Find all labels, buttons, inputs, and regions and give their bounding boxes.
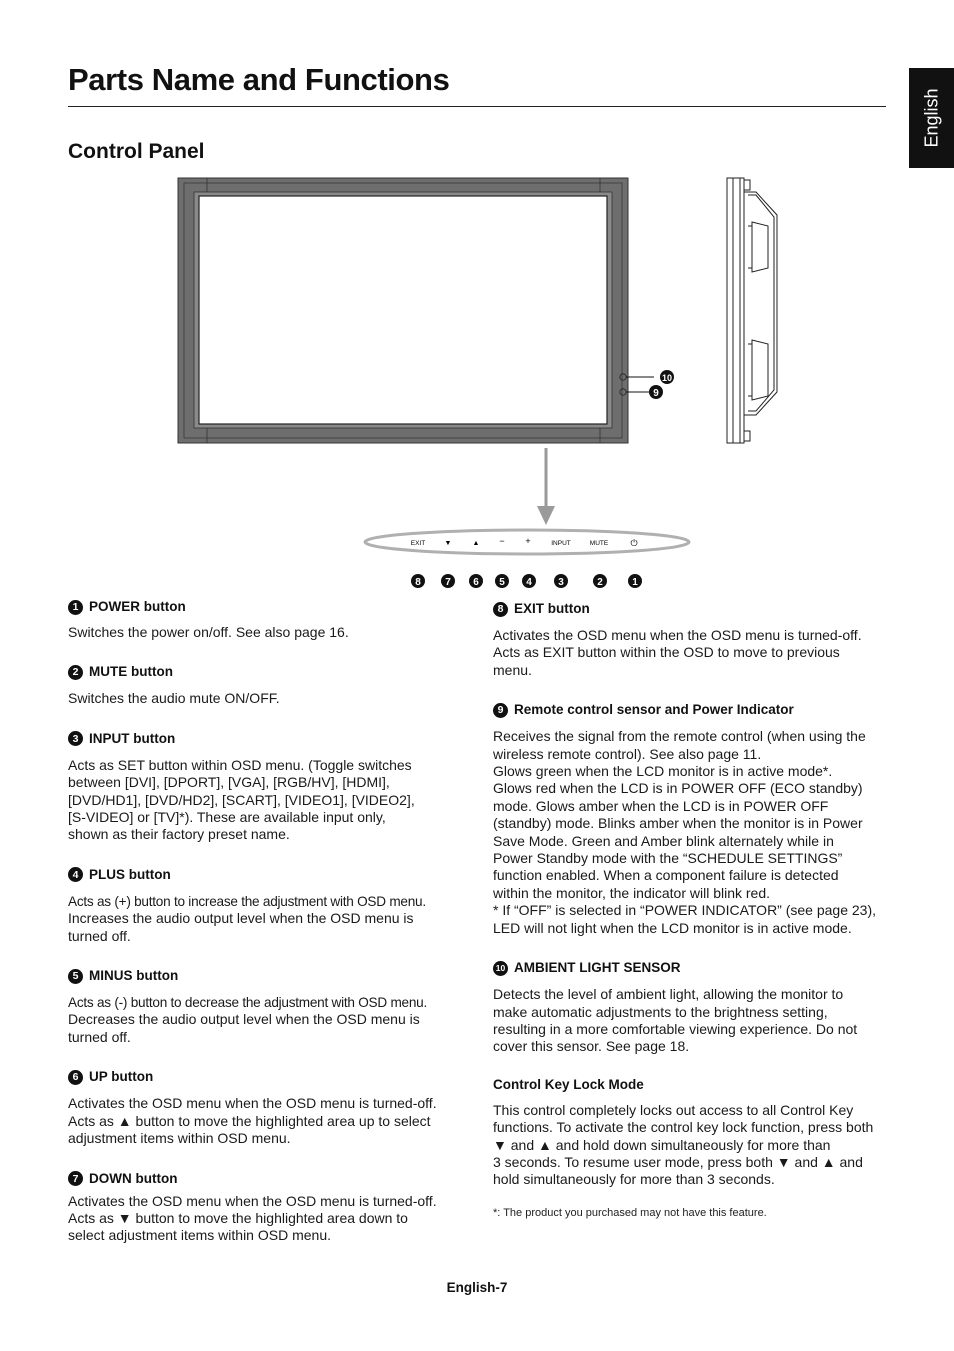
item-title: PLUS button xyxy=(89,866,171,882)
mute-button-item xyxy=(68,663,463,707)
minus-key-label: − xyxy=(499,536,505,546)
text-line: select adjustment items within OSD menu. xyxy=(68,1227,331,1244)
item-number-badge: 1 xyxy=(68,600,83,615)
text-line: Switches the power on/off. See also page 16. xyxy=(68,624,349,640)
key-lock-description xyxy=(493,1102,888,1189)
item-number-badge: 2 xyxy=(68,665,83,680)
item-description xyxy=(68,1193,463,1245)
remote-sensor-item xyxy=(493,701,888,937)
callout-4-label: 4 xyxy=(526,577,532,588)
item-description xyxy=(493,986,888,1056)
text-line: [S-VIDEO] or [TV]*). These are available input only, xyxy=(68,809,386,826)
item-description xyxy=(493,627,888,679)
item-title: DOWN button xyxy=(89,1170,178,1186)
text-line: Activates the OSD menu when the OSD menu is turned-off. xyxy=(493,627,862,643)
text-line: cover this sensor. See page 18. xyxy=(493,1038,690,1055)
text-line: Acts as (+) button to increase the adjustment with OSD menu. xyxy=(68,893,426,909)
input-button-item xyxy=(68,730,463,844)
text-line: Acts as (-) button to decrease the adjustment with OSD menu. xyxy=(68,995,428,1011)
text-line: Acts as SET button within OSD menu. (Toggle switches xyxy=(68,756,412,773)
item-title: Remote control sensor and Power Indicator xyxy=(514,702,794,718)
text-line: This control completely locks out access to all Control Key xyxy=(493,1101,854,1118)
power-button-item xyxy=(68,598,463,641)
text-line: Acts as ▲ button to move the highlighted area up to select xyxy=(68,1112,431,1129)
item-title: INPUT button xyxy=(89,730,176,746)
item-title: MUTE button xyxy=(89,664,173,680)
item-number-badge: 7 xyxy=(68,1171,83,1186)
text-line: turned off. xyxy=(68,927,131,944)
text-line: (standby) mode. Blinks amber when the monitor is in Power xyxy=(493,815,863,832)
up-key-label: ▲ xyxy=(472,540,480,547)
monitor-side-view xyxy=(727,178,777,443)
callout-5-label: 5 xyxy=(499,577,505,588)
text-line: Switches the audio mute ON/OFF. xyxy=(68,690,280,707)
key-lock-section xyxy=(493,1076,888,1219)
right-column xyxy=(493,600,888,1238)
text-line: hold simultaneously for more than 3 seconds. xyxy=(493,1171,775,1188)
left-column xyxy=(68,598,463,1264)
item-number-badge: 4 xyxy=(68,867,83,882)
text-line: resulting in a more comfortable viewing experience. Do not xyxy=(493,1020,858,1037)
text-line: within the monitor, the indicator will blink red. xyxy=(493,884,771,901)
down-button-item xyxy=(68,1170,463,1245)
item-title: UP button xyxy=(89,1069,154,1085)
exit-key-label: EXIT xyxy=(410,540,426,547)
text-line: between [DVI], [DPORT], [VGA], [RGB/HV], [HDMI], xyxy=(68,774,390,791)
item-description xyxy=(68,690,463,707)
minus-button-item xyxy=(68,967,463,1046)
text-line: Save Mode. Green and Amber blink alternately while in xyxy=(493,832,834,849)
text-line: [DVD/HD1], [DVD/HD2], [SCART], [VIDEO1], [VIDEO2], xyxy=(68,791,415,808)
item-title: EXIT button xyxy=(514,601,590,616)
callout-2-label: 2 xyxy=(597,577,603,588)
up-button-item xyxy=(68,1068,463,1147)
text-line: menu. xyxy=(493,661,532,678)
item-number-badge: 9 xyxy=(493,703,508,718)
input-key-label: INPUT xyxy=(551,540,571,547)
text-line: mode. Glows amber when the LCD is in POWER OFF xyxy=(493,797,829,814)
item-description xyxy=(68,757,463,844)
down-key-label: ▼ xyxy=(444,540,452,547)
item-number-badge: 6 xyxy=(68,1070,83,1085)
mute-key-label: MUTE xyxy=(589,540,609,547)
text-line: shown as their factory preset name. xyxy=(68,826,290,843)
text-line: Activates the OSD menu when the OSD menu is turned-off. xyxy=(68,1192,437,1209)
button-callouts xyxy=(411,574,642,588)
text-line: Acts as EXIT button within the OSD to move to previous xyxy=(493,644,840,661)
text-line: make automatic adjustments to the brightness setting, xyxy=(493,1003,828,1020)
page-title: Parts Name and Functions xyxy=(68,62,450,97)
item-number-badge: 8 xyxy=(493,602,508,617)
item-description xyxy=(68,893,463,945)
ambient-light-sensor-item xyxy=(493,959,888,1056)
callout-3-label: 3 xyxy=(558,577,564,588)
item-description xyxy=(493,728,888,937)
callout-1-label: 1 xyxy=(632,577,638,588)
callout-10-label: 10 xyxy=(661,373,673,383)
text-line: Power Standby mode with the “SCHEDULE SETTINGS” xyxy=(493,850,843,867)
language-tab xyxy=(909,68,954,168)
text-line: * If “OFF” is selected in “POWER INDICATOR” (see page 23), xyxy=(493,902,877,919)
text-line: Glows red when the LCD is in POWER OFF (ECO standby) xyxy=(493,780,863,797)
text-line: wireless remote control). See also page 11. xyxy=(493,745,762,762)
item-title: MINUS button xyxy=(89,968,179,984)
text-line: functions. To activate the control key lock function, press both xyxy=(493,1119,874,1136)
key-lock-title: Control Key Lock Mode xyxy=(493,1076,644,1092)
power-key-label: ⏻ xyxy=(630,538,638,548)
item-number-badge: 5 xyxy=(68,969,83,984)
text-line: function enabled. When a component failure is detected xyxy=(493,867,839,884)
item-description xyxy=(68,994,463,1046)
callout-6-label: 6 xyxy=(473,577,479,588)
item-description xyxy=(68,1095,463,1147)
text-line: turned off. xyxy=(68,1028,131,1045)
text-line: LED will not light when the LCD monitor is in active mode. xyxy=(493,919,852,936)
text-line: Decreases the audio output level when the OSD menu is xyxy=(68,1011,420,1028)
text-line: Activates the OSD menu when the OSD menu is turned-off. xyxy=(68,1095,437,1112)
control-panel-figure xyxy=(0,170,954,595)
callout-9-label: 9 xyxy=(653,388,659,399)
item-title: POWER button xyxy=(89,599,186,614)
text-line: adjustment items within OSD menu. xyxy=(68,1130,291,1147)
text-line: Detects the level of ambient light, allowing the monitor to xyxy=(493,986,844,1003)
zoom-arrow xyxy=(537,448,555,525)
text-line: 3 seconds. To resume user mode, press both ▼ and ▲ and xyxy=(493,1153,863,1170)
button-strip xyxy=(365,530,689,554)
footnote: *: The product you purchased may not have this feature. xyxy=(493,1206,767,1219)
title-divider xyxy=(68,106,886,107)
language-tab-label: English xyxy=(921,88,941,148)
page-number: English-7 xyxy=(446,1280,508,1295)
plus-button-item xyxy=(68,866,463,945)
item-description xyxy=(68,624,463,641)
monitor-front-view xyxy=(178,178,674,443)
callout-7-label: 7 xyxy=(445,577,451,588)
text-line: Increases the audio output level when the OSD menu is xyxy=(68,910,414,927)
item-number-badge: 3 xyxy=(68,731,83,746)
text-line: ▼ and ▲ and hold down simultaneously for more than xyxy=(493,1136,831,1153)
plus-key-label: + xyxy=(525,536,531,546)
text-line: Glows green when the LCD monitor is in active mode*. xyxy=(493,763,833,780)
item-title: AMBIENT LIGHT SENSOR xyxy=(514,960,681,976)
text-line: Acts as ▼ button to move the highlighted area down to xyxy=(68,1209,408,1226)
exit-button-item xyxy=(493,600,888,679)
section-title: Control Panel xyxy=(68,140,205,163)
item-number-badge: 10 xyxy=(493,961,508,976)
callout-8-label: 8 xyxy=(415,577,421,588)
text-line: Receives the signal from the remote control (when using the xyxy=(493,728,866,745)
